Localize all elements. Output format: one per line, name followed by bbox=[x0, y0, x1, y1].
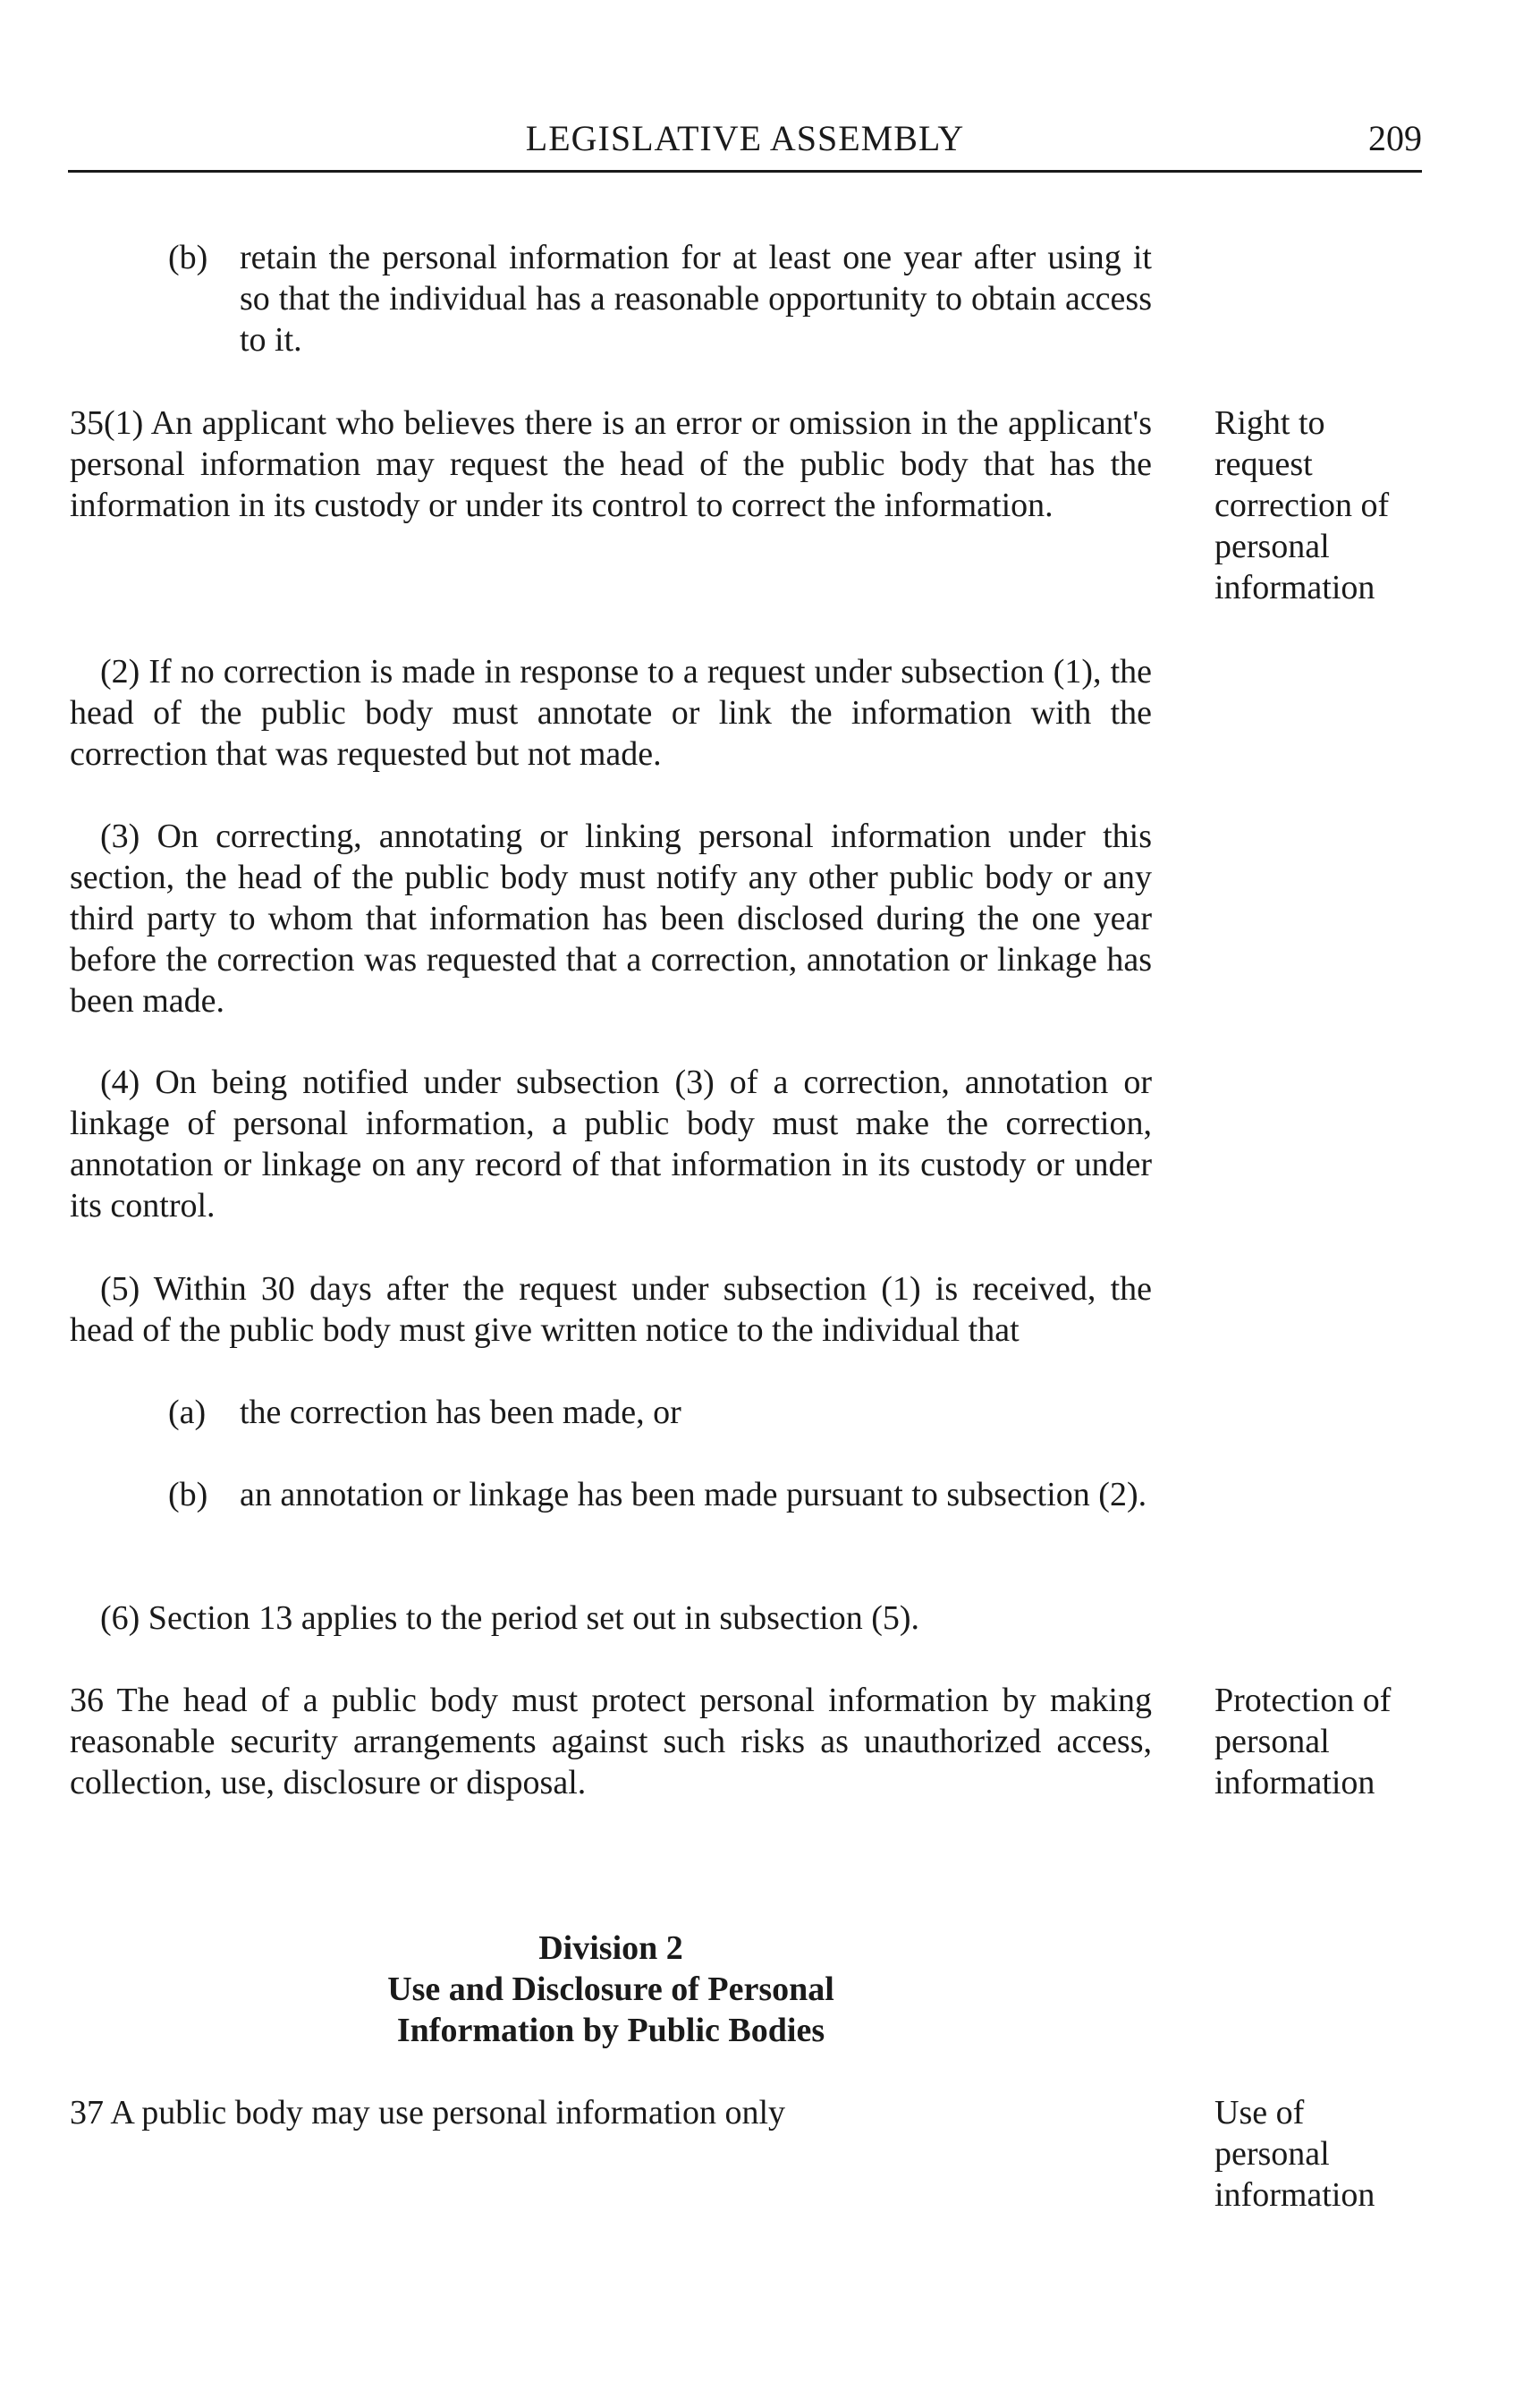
page-number: 209 bbox=[1368, 118, 1422, 158]
margin-note-line: request bbox=[1214, 445, 1313, 483]
division-heading bbox=[70, 1928, 1152, 2051]
division-title-line: Information by Public Bodies bbox=[396, 2012, 825, 2049]
clause-35-5b bbox=[168, 1474, 1152, 1515]
margin-note-line: Use of bbox=[1214, 2094, 1305, 2132]
clause-34b bbox=[168, 237, 1152, 360]
margin-note-s35 bbox=[1214, 403, 1438, 608]
section-35-6: (6) Section 13 applies to the period set out in subsection (5). bbox=[100, 1599, 920, 1637]
margin-note-line: Protection of bbox=[1214, 1682, 1392, 1719]
margin-note-line: information bbox=[1214, 1764, 1375, 1801]
clause-label: (b) bbox=[168, 1476, 208, 1513]
section-37: 37 A public body may use personal information only bbox=[70, 2094, 786, 2132]
margin-note-line: personal bbox=[1214, 2135, 1330, 2173]
margin-note-line: correction of bbox=[1214, 487, 1390, 524]
page-header bbox=[68, 114, 1422, 173]
margin-note-line: personal bbox=[1214, 1723, 1330, 1760]
margin-note-line: information bbox=[1214, 2176, 1375, 2214]
section-35-1: 35(1) An applicant who believes there is an error or omission in the applicant's personal information may request the head of the public body that has the information in its custody or under its control to correct the information. bbox=[70, 404, 1152, 524]
margin-note-line: personal bbox=[1214, 528, 1330, 565]
margin-note-s37 bbox=[1214, 2092, 1438, 2216]
margin-note-s36 bbox=[1214, 1680, 1438, 1803]
clause-text: the correction has been made, or bbox=[240, 1394, 681, 1431]
section-36: 36 The head of a public body must protect personal information by making reasonable security arrangements against such risks as unauthorized access, collection, use, disclosure or disposal. bbox=[70, 1682, 1152, 1801]
clause-label: (a) bbox=[168, 1394, 207, 1431]
clause-text: an annotation or linkage has been made pursuant to subsection (2). bbox=[240, 1476, 1147, 1513]
section-35-4: (4) On being notified under subsection (3) of a correction, annotation or linkage of personal information, a public body must make the correction, annotation or linkage on any record of that information in its custody or under its control. bbox=[70, 1064, 1152, 1225]
clause-label: (b) bbox=[168, 239, 208, 276]
clause-text: retain the personal information for at least one year after using it so that the individual has a reasonable opportunity to obtain access to it. bbox=[240, 239, 1152, 359]
running-head: LEGISLATIVE ASSEMBLY bbox=[525, 118, 965, 158]
division-number: Division 2 bbox=[538, 1929, 683, 1967]
section-35-2: (2) If no correction is made in response to a request under subsection (1), the head of the public body must annotate or link the information with the correction that was requested but not made. bbox=[70, 653, 1152, 773]
margin-note-line: information bbox=[1214, 569, 1375, 606]
division-title-line: Use and Disclosure of Personal bbox=[387, 1971, 834, 2008]
section-35-3: (3) On correcting, annotating or linking personal information under this section, the head of the public body must notify any other public body or any third party to whom that information has been disclosed during the one year before the correction was requested that a correction, annotation or linkage has been made. bbox=[70, 818, 1152, 1020]
clause-35-5a bbox=[168, 1392, 1152, 1433]
margin-note-line: Right to bbox=[1214, 404, 1325, 442]
section-35-5: (5) Within 30 days after the request under subsection (1) is received, the head of the public body must give written notice to the individual that bbox=[70, 1270, 1152, 1349]
